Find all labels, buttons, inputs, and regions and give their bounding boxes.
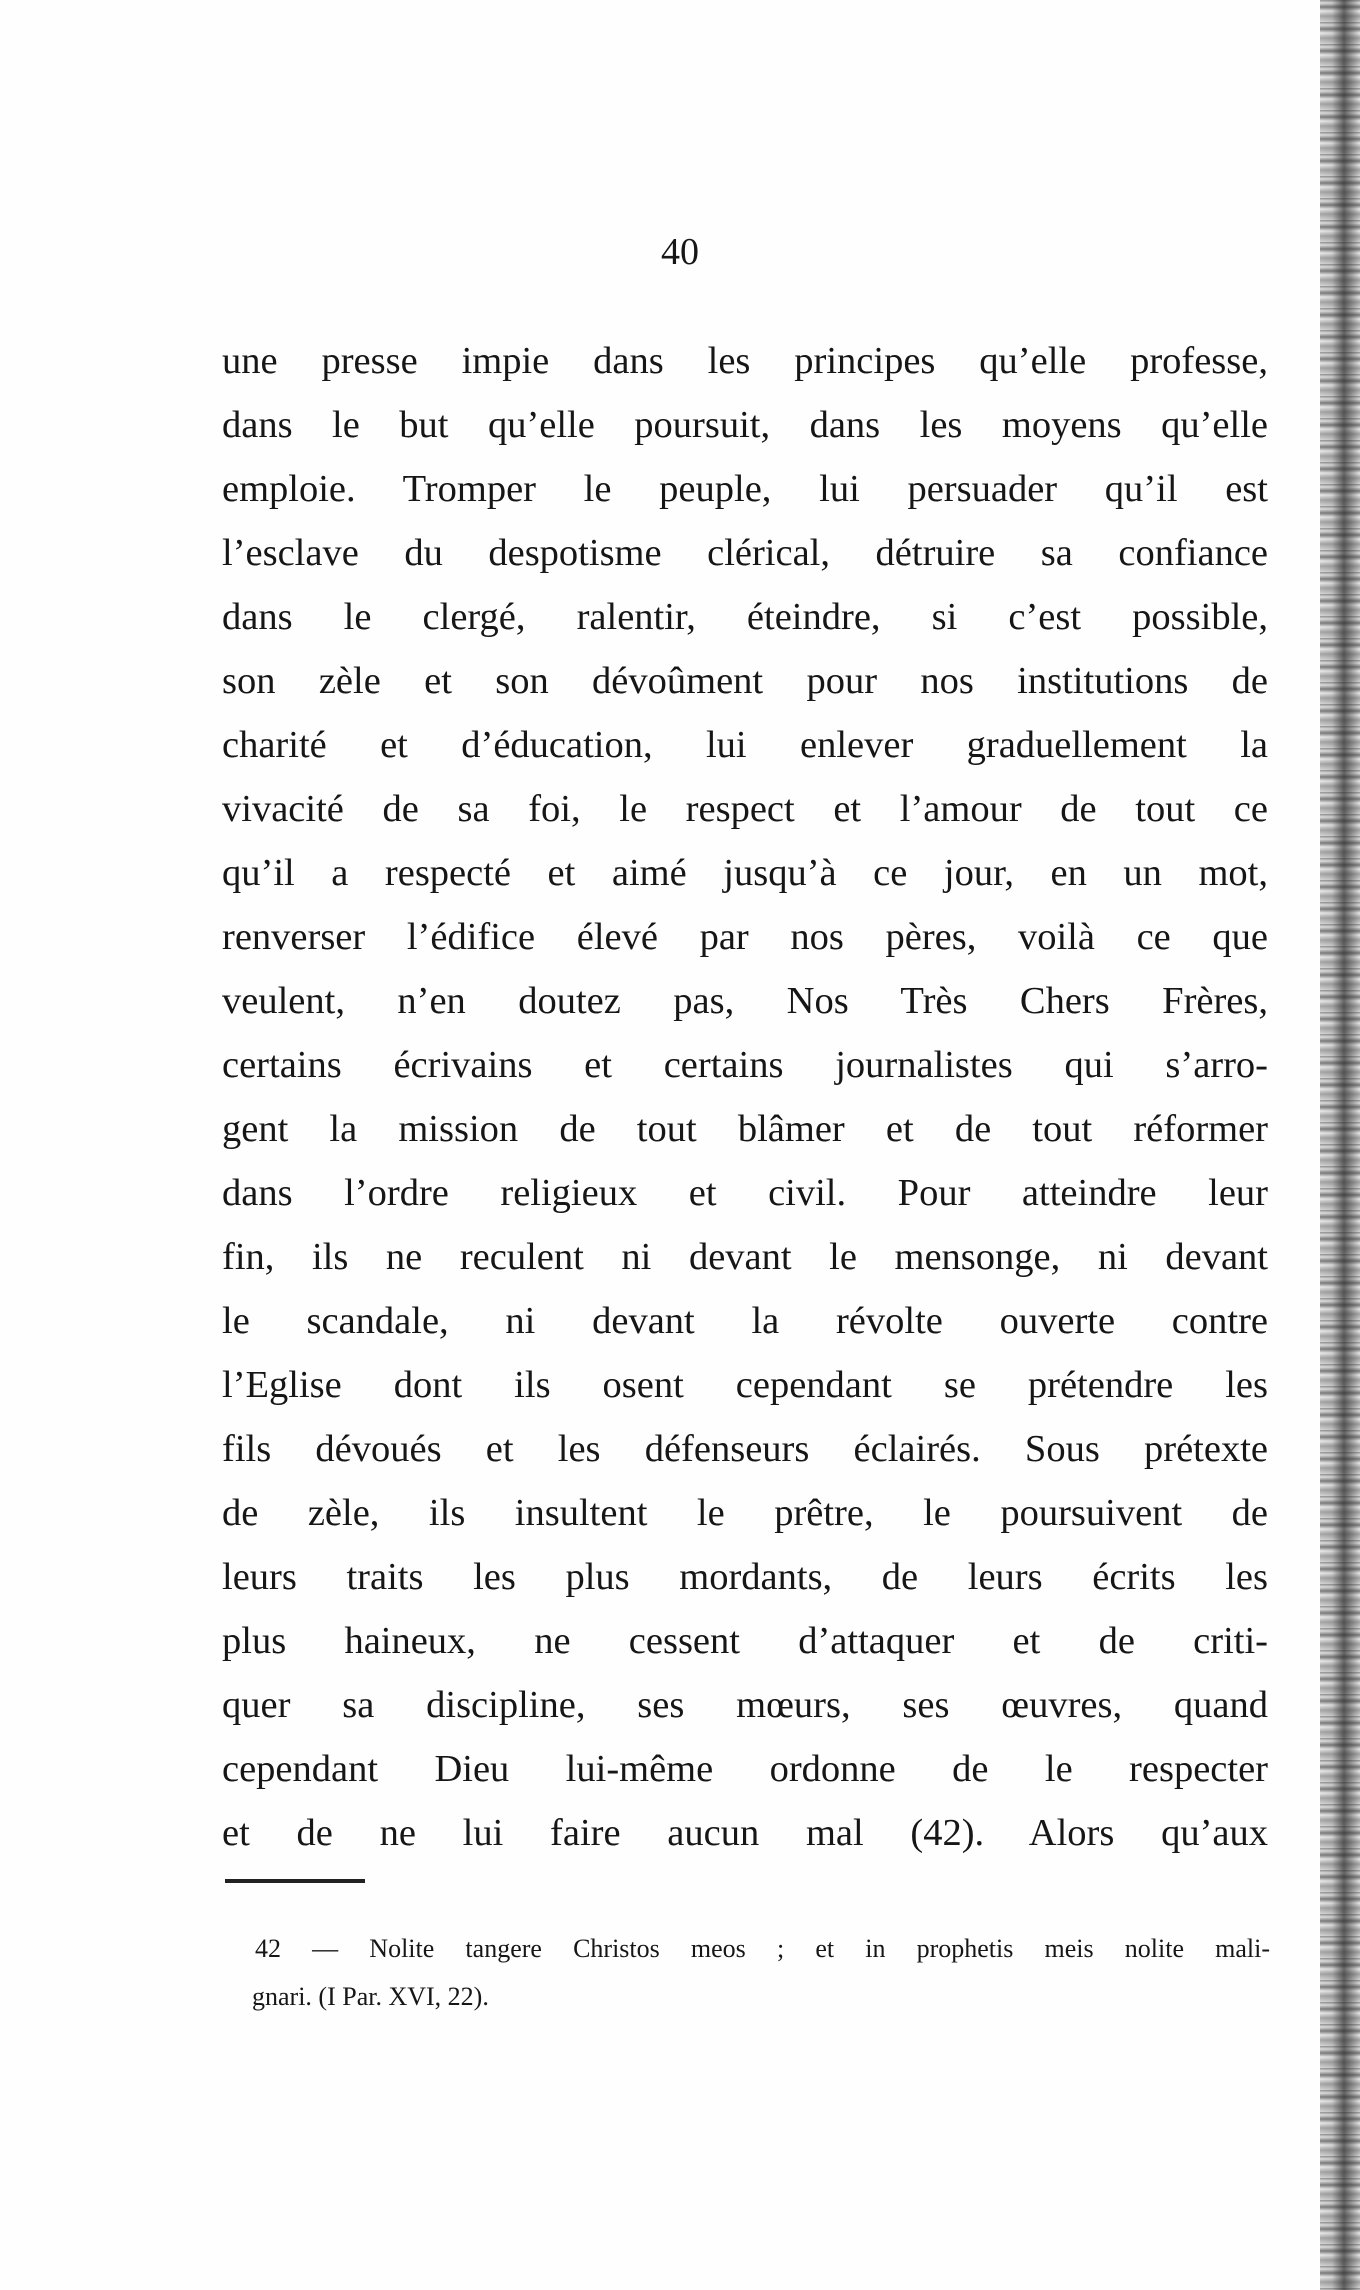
text-line: renverser l’édifice élevé par nos pères, voilà ce que xyxy=(222,916,1268,958)
text-line: l’esclave du despotisme clérical, détruire sa confiance xyxy=(222,532,1268,574)
text-line: dans le clergé, ralentir, éteindre, si c’est possible, xyxy=(222,596,1268,638)
text-line: dans le but qu’elle poursuit, dans les moyens qu’elle xyxy=(222,404,1268,446)
text-line: emploie. Tromper le peuple, lui persuader qu’il est xyxy=(222,468,1268,510)
text-line: fils dévoués et les défenseurs éclairés. Sous prétexte xyxy=(222,1428,1268,1470)
text-line: certains écrivains et certains journalistes qui s’arro- xyxy=(222,1044,1268,1086)
footnote-line: gnari. (I Par. XVI, 22). xyxy=(252,1982,489,2011)
text-line: le scandale, ni devant la révolte ouverte contre xyxy=(222,1300,1268,1342)
page-number: 40 xyxy=(661,231,699,273)
text-line: son zèle et son dévoûment pour nos institutions de xyxy=(222,660,1268,702)
text-line: vivacité de sa foi, le respect et l’amour de tout ce xyxy=(222,788,1268,830)
text-line: fin, ils ne reculent ni devant le mensonge, ni devant xyxy=(222,1236,1268,1278)
text-line: dans l’ordre religieux et civil. Pour atteindre leur xyxy=(222,1172,1268,1214)
text-line: qu’il a respecté et aimé jusqu’à ce jour, en un mot, xyxy=(222,852,1268,894)
text-line: gent la mission de tout blâmer et de tout réformer xyxy=(222,1108,1268,1150)
text-line: cependant Dieu lui-même ordonne de le respecter xyxy=(222,1748,1268,1790)
text-line: et de ne lui faire aucun mal (42). Alors qu’aux xyxy=(222,1812,1268,1854)
text-line: de zèle, ils insultent le prêtre, le poursuivent de xyxy=(222,1492,1268,1534)
footnote-line: 42 — Nolite tangere Christos meos ; et in prophetis meis nolite mali- xyxy=(255,1934,1270,1963)
text-line: veulent, n’en doutez pas, Nos Très Chers Frères, xyxy=(222,980,1268,1022)
scan-binding-edge xyxy=(1320,0,1360,2290)
body-text xyxy=(222,329,1268,1865)
text-line: leurs traits les plus mordants, de leurs écrits les xyxy=(222,1556,1268,1598)
footnote xyxy=(252,1925,1270,2021)
text-line: quer sa discipline, ses mœurs, ses œuvres, quand xyxy=(222,1684,1268,1726)
footnote-separator xyxy=(225,1879,365,1883)
text-line: l’Eglise dont ils osent cependant se prétendre les xyxy=(222,1364,1268,1406)
text-line: charité et d’éducation, lui enlever graduellement la xyxy=(222,724,1268,766)
text-line: plus haineux, ne cessent d’attaquer et de criti- xyxy=(222,1620,1268,1662)
text-line: une presse impie dans les principes qu’elle professe, xyxy=(222,340,1268,382)
